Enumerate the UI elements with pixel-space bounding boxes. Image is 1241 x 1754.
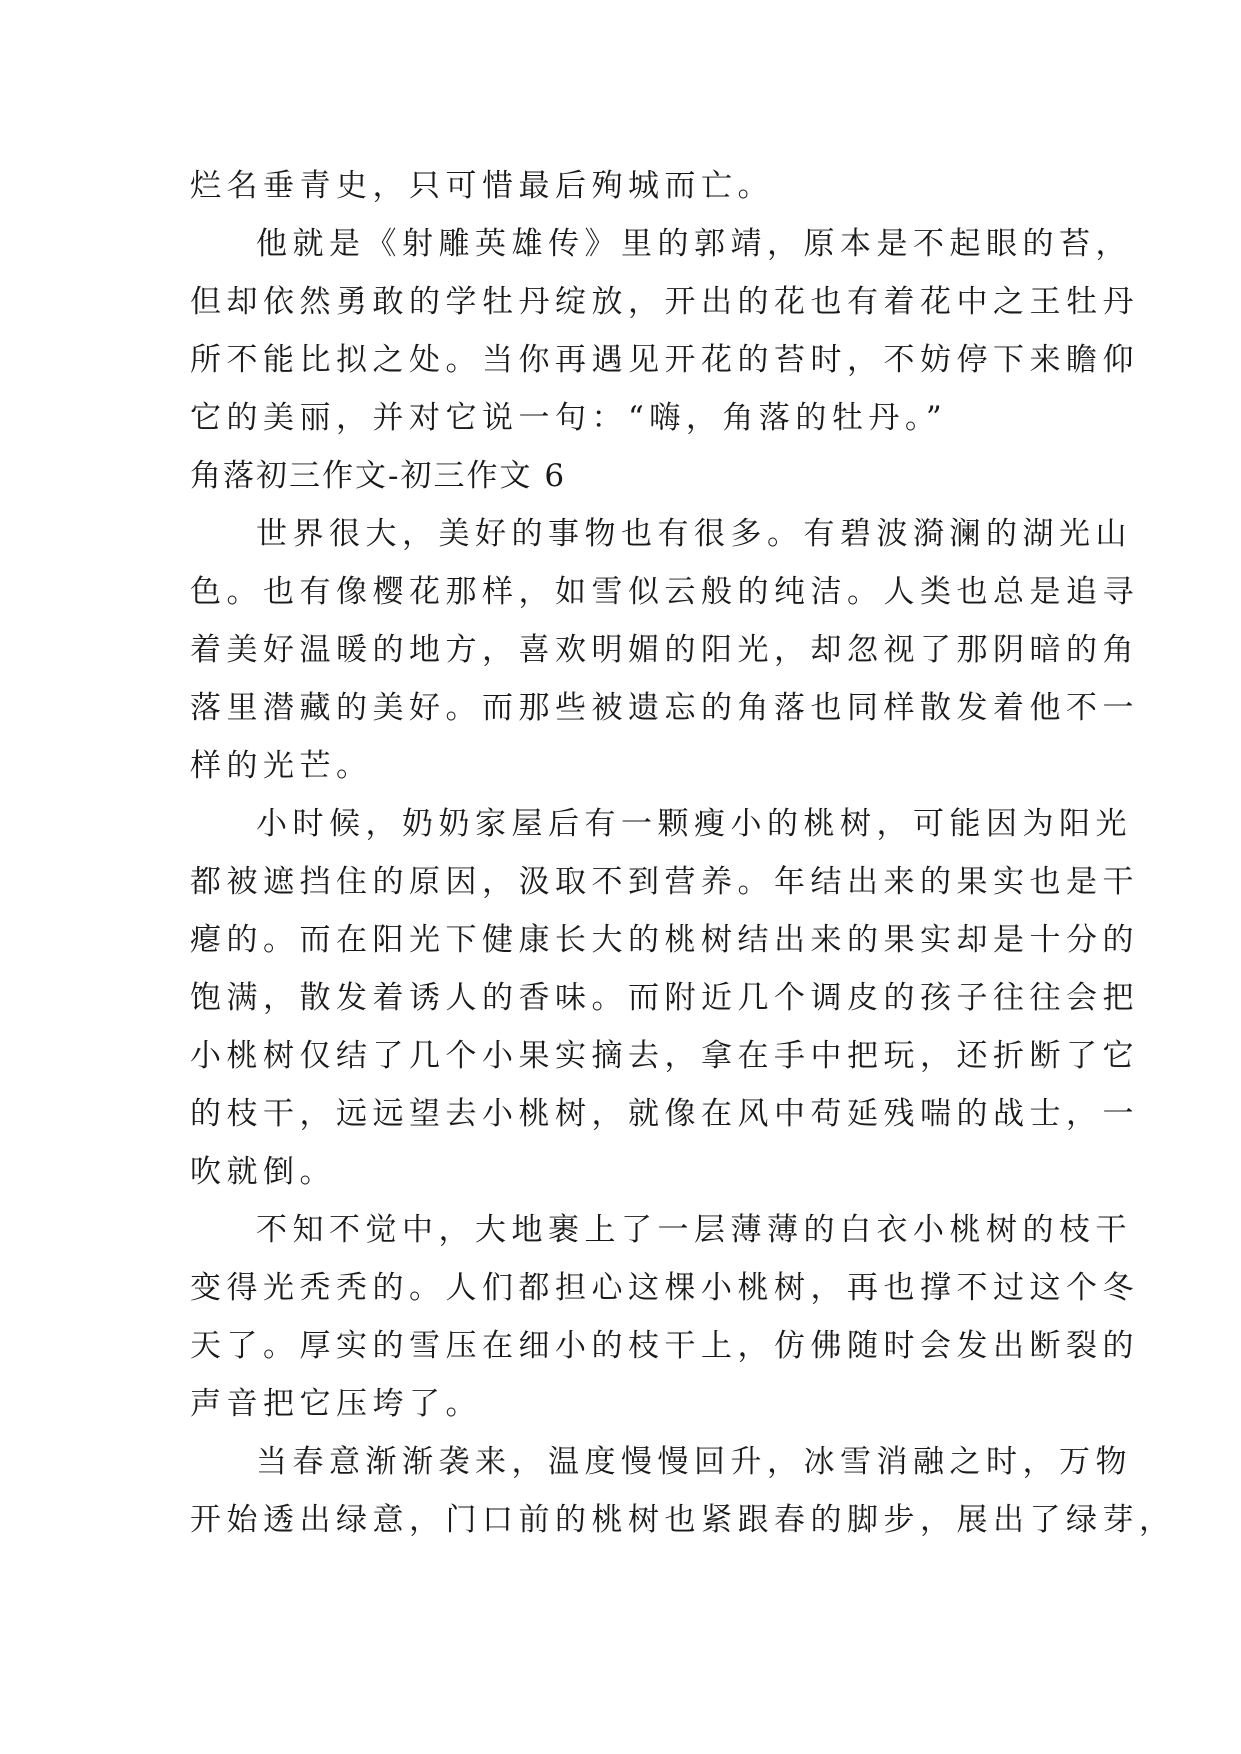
- text-line: 但却依然勇敢的学牡丹绽放，开出的花也有着花中之王牡丹: [190, 284, 1139, 320]
- text-line: 烂名垂青史，只可惜最后殉城而亡。: [190, 168, 774, 204]
- text-line: 样的光芒。: [190, 748, 373, 784]
- text-line: 天了。厚实的雪压在细小的枝干上，仿佛随时会发出断裂的: [190, 1328, 1139, 1364]
- paragraph-first-line: 他就是《射雕英雄传》里的郭靖，原本是不起眼的苔，: [256, 226, 1132, 262]
- text-line: 小桃树仅结了几个小果实摘去，拿在手中把玩，还折断了它: [190, 1038, 1139, 1074]
- text-line: 瘪的。而在阳光下健康长大的桃树结出来的果实却是十分的: [190, 922, 1139, 958]
- text-line: 都被遮挡住的原因，汲取不到营养。年结出来的果实也是干: [190, 864, 1139, 900]
- paragraph-first-line: 当春意渐渐袭来，温度慢慢回升，冰雪消融之时，万物: [256, 1444, 1132, 1480]
- text-line: 开始透出绿意，门口前的桃树也紧跟春的脚步，展出了绿芽，: [190, 1502, 1176, 1538]
- paragraph-first-line: 不知不觉中，大地裹上了一层薄薄的白衣小桃树的枝干: [256, 1212, 1132, 1248]
- text-line: 声音把它压垮了。: [190, 1386, 482, 1422]
- text-line: 所不能比拟之处。当你再遇见开花的苔时，不妨停下来瞻仰: [190, 342, 1139, 378]
- text-line: 落里潜藏的美好。而那些被遗忘的角落也同样散发着他不一: [190, 690, 1139, 726]
- text-line: 它的美丽，并对它说一句：“嗨，角落的牡丹。”: [190, 400, 948, 436]
- text-line: 色。也有像樱花那样，如雪似云般的纯洁。人类也总是追寻: [190, 574, 1139, 610]
- section-heading: 角落初三作文-初三作文 6: [190, 458, 567, 494]
- text-line: 吹就倒。: [190, 1154, 336, 1190]
- text-line: 变得光秃秃的。人们都担心这棵小桃树，再也撑不过这个冬: [190, 1270, 1139, 1306]
- text-line: 饱满，散发着诱人的香味。而附近几个调皮的孩子往往会把: [190, 980, 1139, 1016]
- paragraph-first-line: 小时候，奶奶家屋后有一颗瘦小的桃树，可能因为阳光: [256, 806, 1132, 842]
- paragraph-first-line: 世界很大，美好的事物也有很多。有碧波漪澜的湖光山: [256, 516, 1132, 552]
- text-line: 的枝干，远远望去小桃树，就像在风中苟延残喘的战士，一: [190, 1096, 1139, 1132]
- text-line: 着美好温暖的地方，喜欢明媚的阳光，却忽视了那阴暗的角: [190, 632, 1139, 668]
